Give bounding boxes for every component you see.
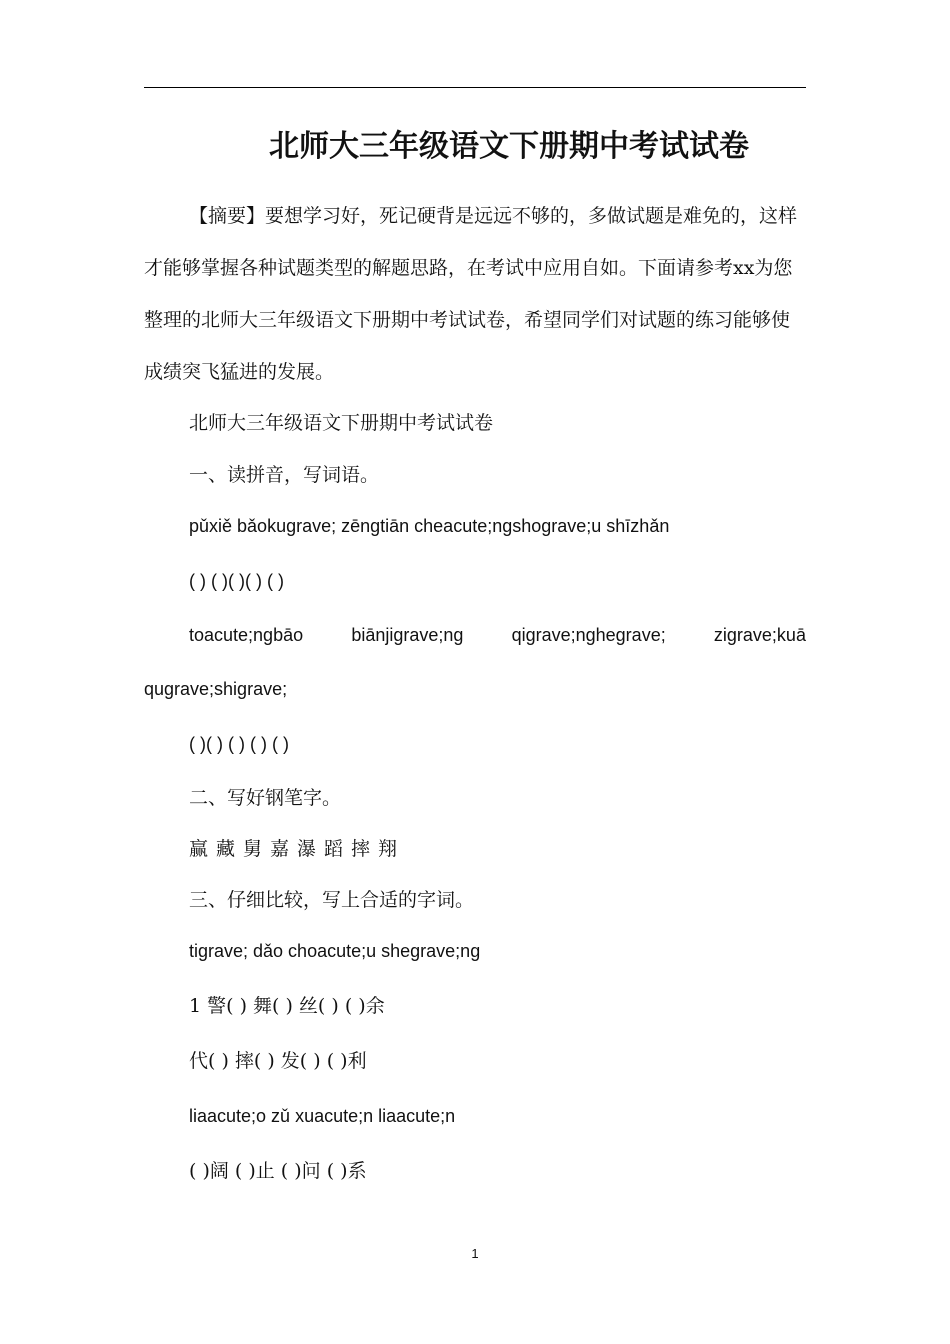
pinyin-row-4: liaacute;o zǔ xuacute;n liaacute;n [189, 1106, 456, 1126]
fill-row-3b: 代( ) 摔( ) 发( ) ( )利 [189, 1050, 367, 1072]
section-1-heading: 一、读拼音，写词语。 [189, 464, 380, 486]
fill-row-4: ( )阔 ( )止 ( )问 ( )系 [189, 1160, 367, 1182]
pen-practice-characters: 赢藏舅嘉瀑蹈摔翔 [189, 838, 406, 860]
pinyin-row-2-continued: qugrave;shigrave; [144, 679, 288, 699]
pinyin-word: zigrave;kuā [713, 625, 806, 645]
pinyin-word: biānjigrave;ng [351, 625, 464, 645]
pinyin-row-2 [189, 620, 806, 650]
abstract-paragraph: 【摘要】要想学习好，死记硬背是远远不够的，多做试题是难免的，这样才能够掌握各种试题类型的解题思路，在考试中应用自如。下面请参考xx为您整理的北师大三年级语文下册期中考试试卷，希望同学们对试题的练习能够使成绩突飞猛进的发展。 [144, 205, 798, 383]
pinyin-row-3: tigrave; dǎo choacute;u shegrave;ng [189, 941, 481, 961]
blanks-row-2: ( )( ) ( ) ( ) ( ) [189, 734, 289, 754]
document-title: 北师大三年级语文下册期中考试试卷 [269, 129, 749, 164]
blanks-row-1: ( ) ( )( )( ) ( ) [189, 571, 284, 591]
pinyin-word: qigrave;nghegrave; [511, 625, 666, 645]
page-number: 1 [471, 1246, 479, 1261]
fill-row-3a: 1 警( ) 舞( ) 丝( ) ( )余 [189, 995, 385, 1017]
header-rule [144, 87, 806, 88]
section-3-heading: 三、仔细比较，写上合适的字词。 [189, 889, 475, 911]
section-2-heading: 二、写好钢笔字。 [189, 787, 342, 809]
pinyin-row-1: pǔxiě bǎokugrave; zēngtiān cheacute;ngshograve;u shīzhǎn [189, 516, 670, 536]
subtitle: 北师大三年级语文下册期中考试试卷 [189, 412, 494, 434]
pinyin-word: toacute;ngbāo [189, 625, 304, 645]
